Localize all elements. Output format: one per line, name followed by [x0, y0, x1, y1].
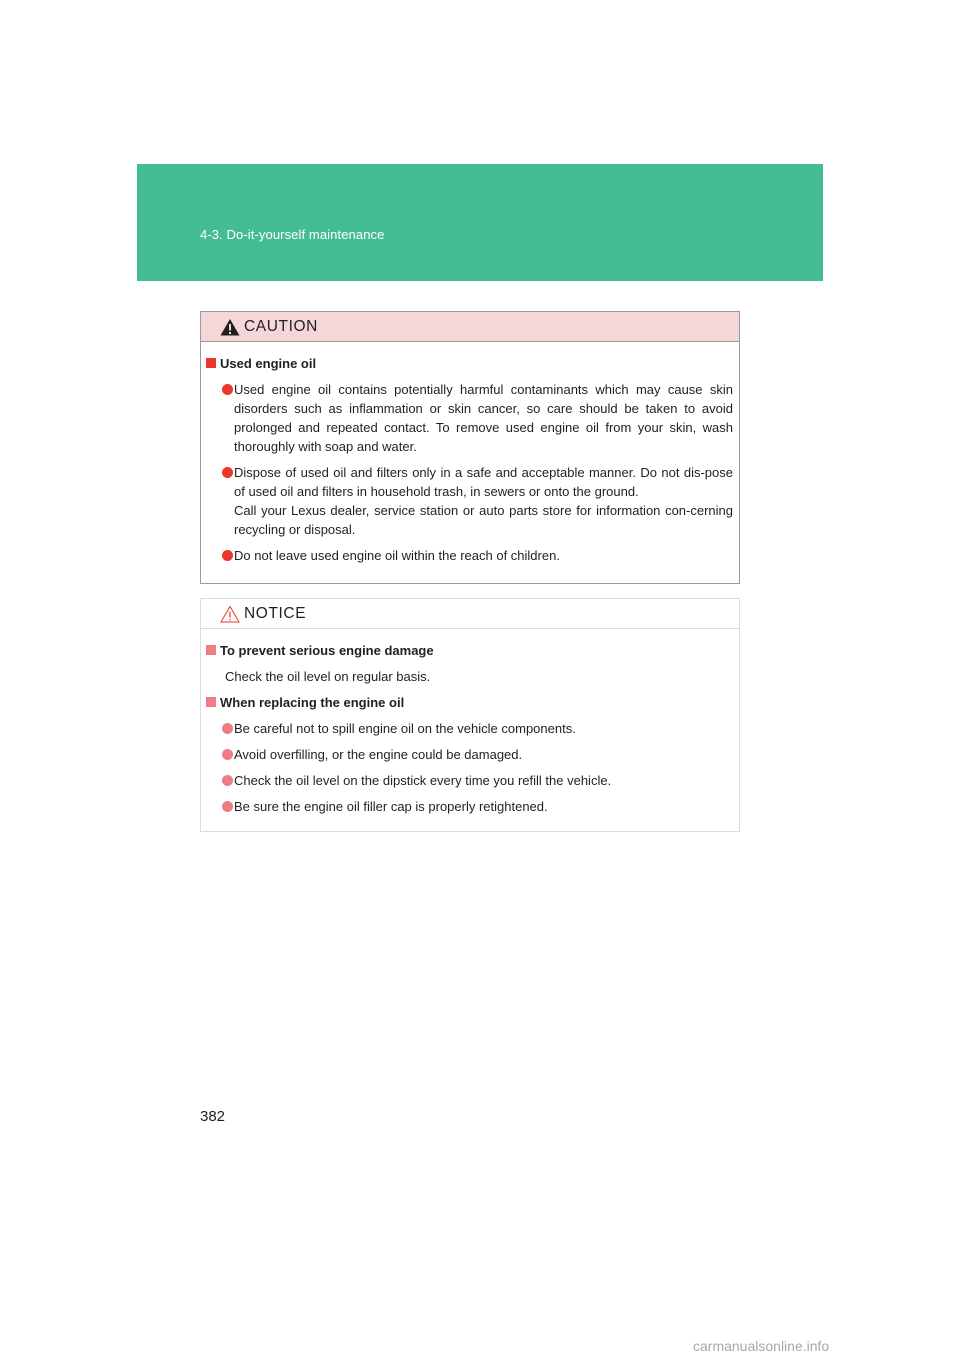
notice-box: [200, 598, 740, 832]
notice-body: [201, 629, 739, 816]
bullet-dot-icon: [222, 550, 233, 561]
caution-heading-text: Used engine oil: [220, 356, 317, 371]
list-item: [206, 771, 733, 790]
watermark[interactable]: carmanualsonline.info: [693, 1338, 830, 1354]
notice-section-heading: [206, 693, 733, 712]
caution-body: [201, 342, 739, 565]
list-item-text: Avoid overfilling, or the engine could be damaged.: [234, 747, 523, 762]
section-title: 4-3. Do-it-yourself maintenance: [200, 227, 385, 242]
list-item: [206, 546, 733, 565]
caution-header: [201, 312, 739, 342]
list-item: [206, 797, 733, 816]
notice-section-heading: [206, 641, 733, 660]
paragraph: Call your Lexus dealer, service station or auto parts store for information con-cerning recycling or disposal.: [234, 503, 733, 537]
bullet-dot-icon: [222, 749, 233, 760]
caution-section-heading: [206, 354, 733, 373]
header-band: [137, 164, 823, 281]
list-item: [206, 719, 733, 738]
list-item: [206, 380, 733, 456]
list-item: [206, 463, 733, 539]
list-item: [206, 745, 733, 764]
page-number: 382: [200, 1108, 226, 1125]
caution-box: [200, 311, 740, 584]
warning-triangle-outline-icon: [220, 605, 240, 623]
notice-heading-text: When replacing the engine oil: [220, 695, 405, 710]
list-item-text: [234, 380, 733, 456]
square-bullet-icon: [206, 697, 216, 707]
notice-header: [201, 599, 739, 629]
caution-title: CAUTION: [244, 317, 318, 335]
bullet-dot-icon: [222, 801, 233, 812]
square-bullet-icon: [206, 358, 216, 368]
list-item-text: Check the oil level on the dipstick every time you refill the vehicle.: [234, 773, 612, 788]
notice-paragraph: Check the oil level on regular basis.: [225, 669, 431, 684]
bullet-dot-icon: [222, 775, 233, 786]
warning-triangle-icon: [220, 318, 240, 336]
bullet-dot-icon: [222, 723, 233, 734]
square-bullet-icon: [206, 645, 216, 655]
paragraph: Dispose of used oil and filters only in a safe and acceptable manner. Do not dis-pose of used oil and filters in household trash, in sewers or onto the ground.: [234, 465, 733, 499]
list-item-text: [234, 546, 733, 565]
notice-title: NOTICE: [244, 604, 307, 622]
paragraph: Used engine oil contains potentially harmful contaminants which may cause skin disorders such as inflammation or skin cancer, so care should be taken to avoid prolonged and repeated contact. To remove used engine oil from your skin, wash thoroughly with soap and water.: [234, 382, 733, 454]
list-item-text: [234, 463, 733, 539]
list-item-text: Be sure the engine oil filler cap is properly retightened.: [234, 799, 548, 814]
notice-heading-text: To prevent serious engine damage: [220, 643, 434, 658]
paragraph: Do not leave used engine oil within the reach of children.: [234, 548, 560, 563]
bullet-dot-icon: [222, 384, 233, 395]
list-item-text: Be careful not to spill engine oil on the vehicle components.: [234, 721, 576, 736]
bullet-dot-icon: [222, 467, 233, 478]
